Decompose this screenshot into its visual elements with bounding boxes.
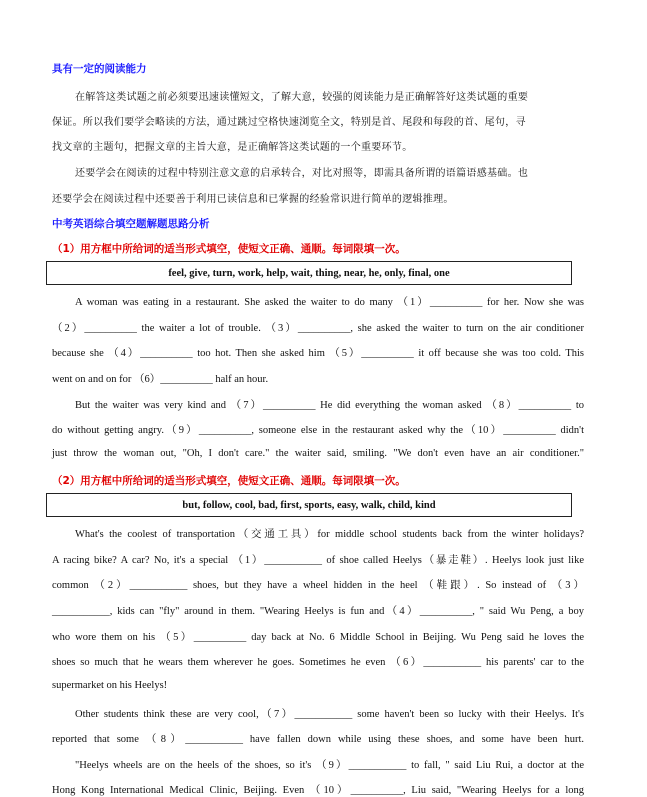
exercise2-line: A racing bike? A car? No, it's a special （1）___________ of shoe called Heelys（暴走鞋）. Heelys look just like [52,555,584,566]
exercise1-line: because she （4）__________ too hot. Then she asked him （5）__________ it off because she was too cold. This [52,348,584,359]
exercise2-line: What's the coolest of transportation（交通工具）for middle school students back from the winter holidays? [75,529,584,540]
paragraph-line: 保证。所以我们要学会略读的方法，通过跳过空格快速浏览全文，特别是首、尾段和每段的首、尾句，寻 [52,117,526,128]
word-box-text: feel, give, turn, work, help, wait, thing, near, he, only, final, one [168,267,450,279]
exercise1-line: went on and on for （6）__________ half an hour. [52,374,269,385]
exercise1-word-box [46,261,572,285]
paragraph-line: 还要学会在阅读的过程中特别注意文意的启承转合，对比对照等，即需具备所谓的语篇语感基础。也 [75,168,529,179]
exercise1-line: （2）__________ the waiter a lot of trouble. （3）__________, she asked the waiter to turn on the air conditioner [52,323,584,334]
exercise2-line: Other students think these are very cool,（7）___________ some haven't been so lucky with their Heelys. It's [75,709,584,720]
paragraph-line: 在解答这类试题之前必须要迅速读懂短文，了解大意，较强的阅读能力是正确解答好这类试题的重要 [75,92,529,103]
paragraph-line: 还要学会在阅读过程中还要善于利用已读信息和已掌握的经验常识进行简单的逻辑推理。 [52,194,454,205]
word-box-text: but, follow, cool, bad, first, sports, easy, walk, child, kind [182,499,436,511]
section-heading-analysis: 中考英语综合填空题解题思路分析 [52,218,210,230]
exercise2-line: reported that some （8）___________ have fallen down while using these shoes, and some have been hurt. [52,734,584,745]
exercise2-line: Hong Kong International Medical Clinic, Beijing. Even （10）__________, Liu said, "Wearing Heelys for a long [52,785,584,796]
exercise2-line: supermarket on his Heelys! [52,680,168,691]
exercise2-line: ___________, kids can "fly" around in them. "Wearing Heelys is fun and（4）__________, " said Wu Peng, a boy [52,606,584,617]
exercise2-line: common （2）___________ shoes, but they have a wheel hidden in the heel （鞋跟）. So instead of （3） [52,580,584,591]
exercise1-line: But the waiter was very kind and （7）__________ He did everything the woman asked （8）__________ to [75,400,584,411]
exercise2-instruction: （2）用方框中所给词的适当形式填空，使短文正确、通顺。每词限填一次。 [52,475,406,487]
exercise2-line: shoes so much that he wears them wherever he goes. Sometimes he even （6）___________ his parents' car to the [52,657,584,668]
exercise1-line: do without getting angry.（9）__________, someone else in the restaurant asked why the（10）__________ didn't [52,425,584,436]
exercise2-line: who wore them on his （5）__________ day back at No. 6 Middle School in Beijing. Wu Peng said he loves the [52,632,584,643]
exercise1-line: A woman was eating in a restaurant. She asked the waiter to do many （1）__________ for her. Now she was [75,297,584,308]
exercise2-line: "Heelys wheels are on the heels of the shoes, so it's （9）___________ to fall, " said Liu Rui, a doctor at the [75,760,584,771]
exercise2-word-box [46,493,572,517]
exercise1-instruction: （1）用方框中所给词的适当形式填空，使短文正确、通顺。每词限填一次。 [52,243,406,255]
paragraph-line: 找文章的主题句，把握文章的主旨大意，是正确解答这类试题的一个重要环节。 [52,142,413,153]
exercise1-line: just throw the woman out, "Oh, I don't care." the waiter said, smiling. "We don't even have an air conditioner." [52,448,584,459]
section-heading-reading-ability: 具有一定的阅读能力 [52,63,147,75]
